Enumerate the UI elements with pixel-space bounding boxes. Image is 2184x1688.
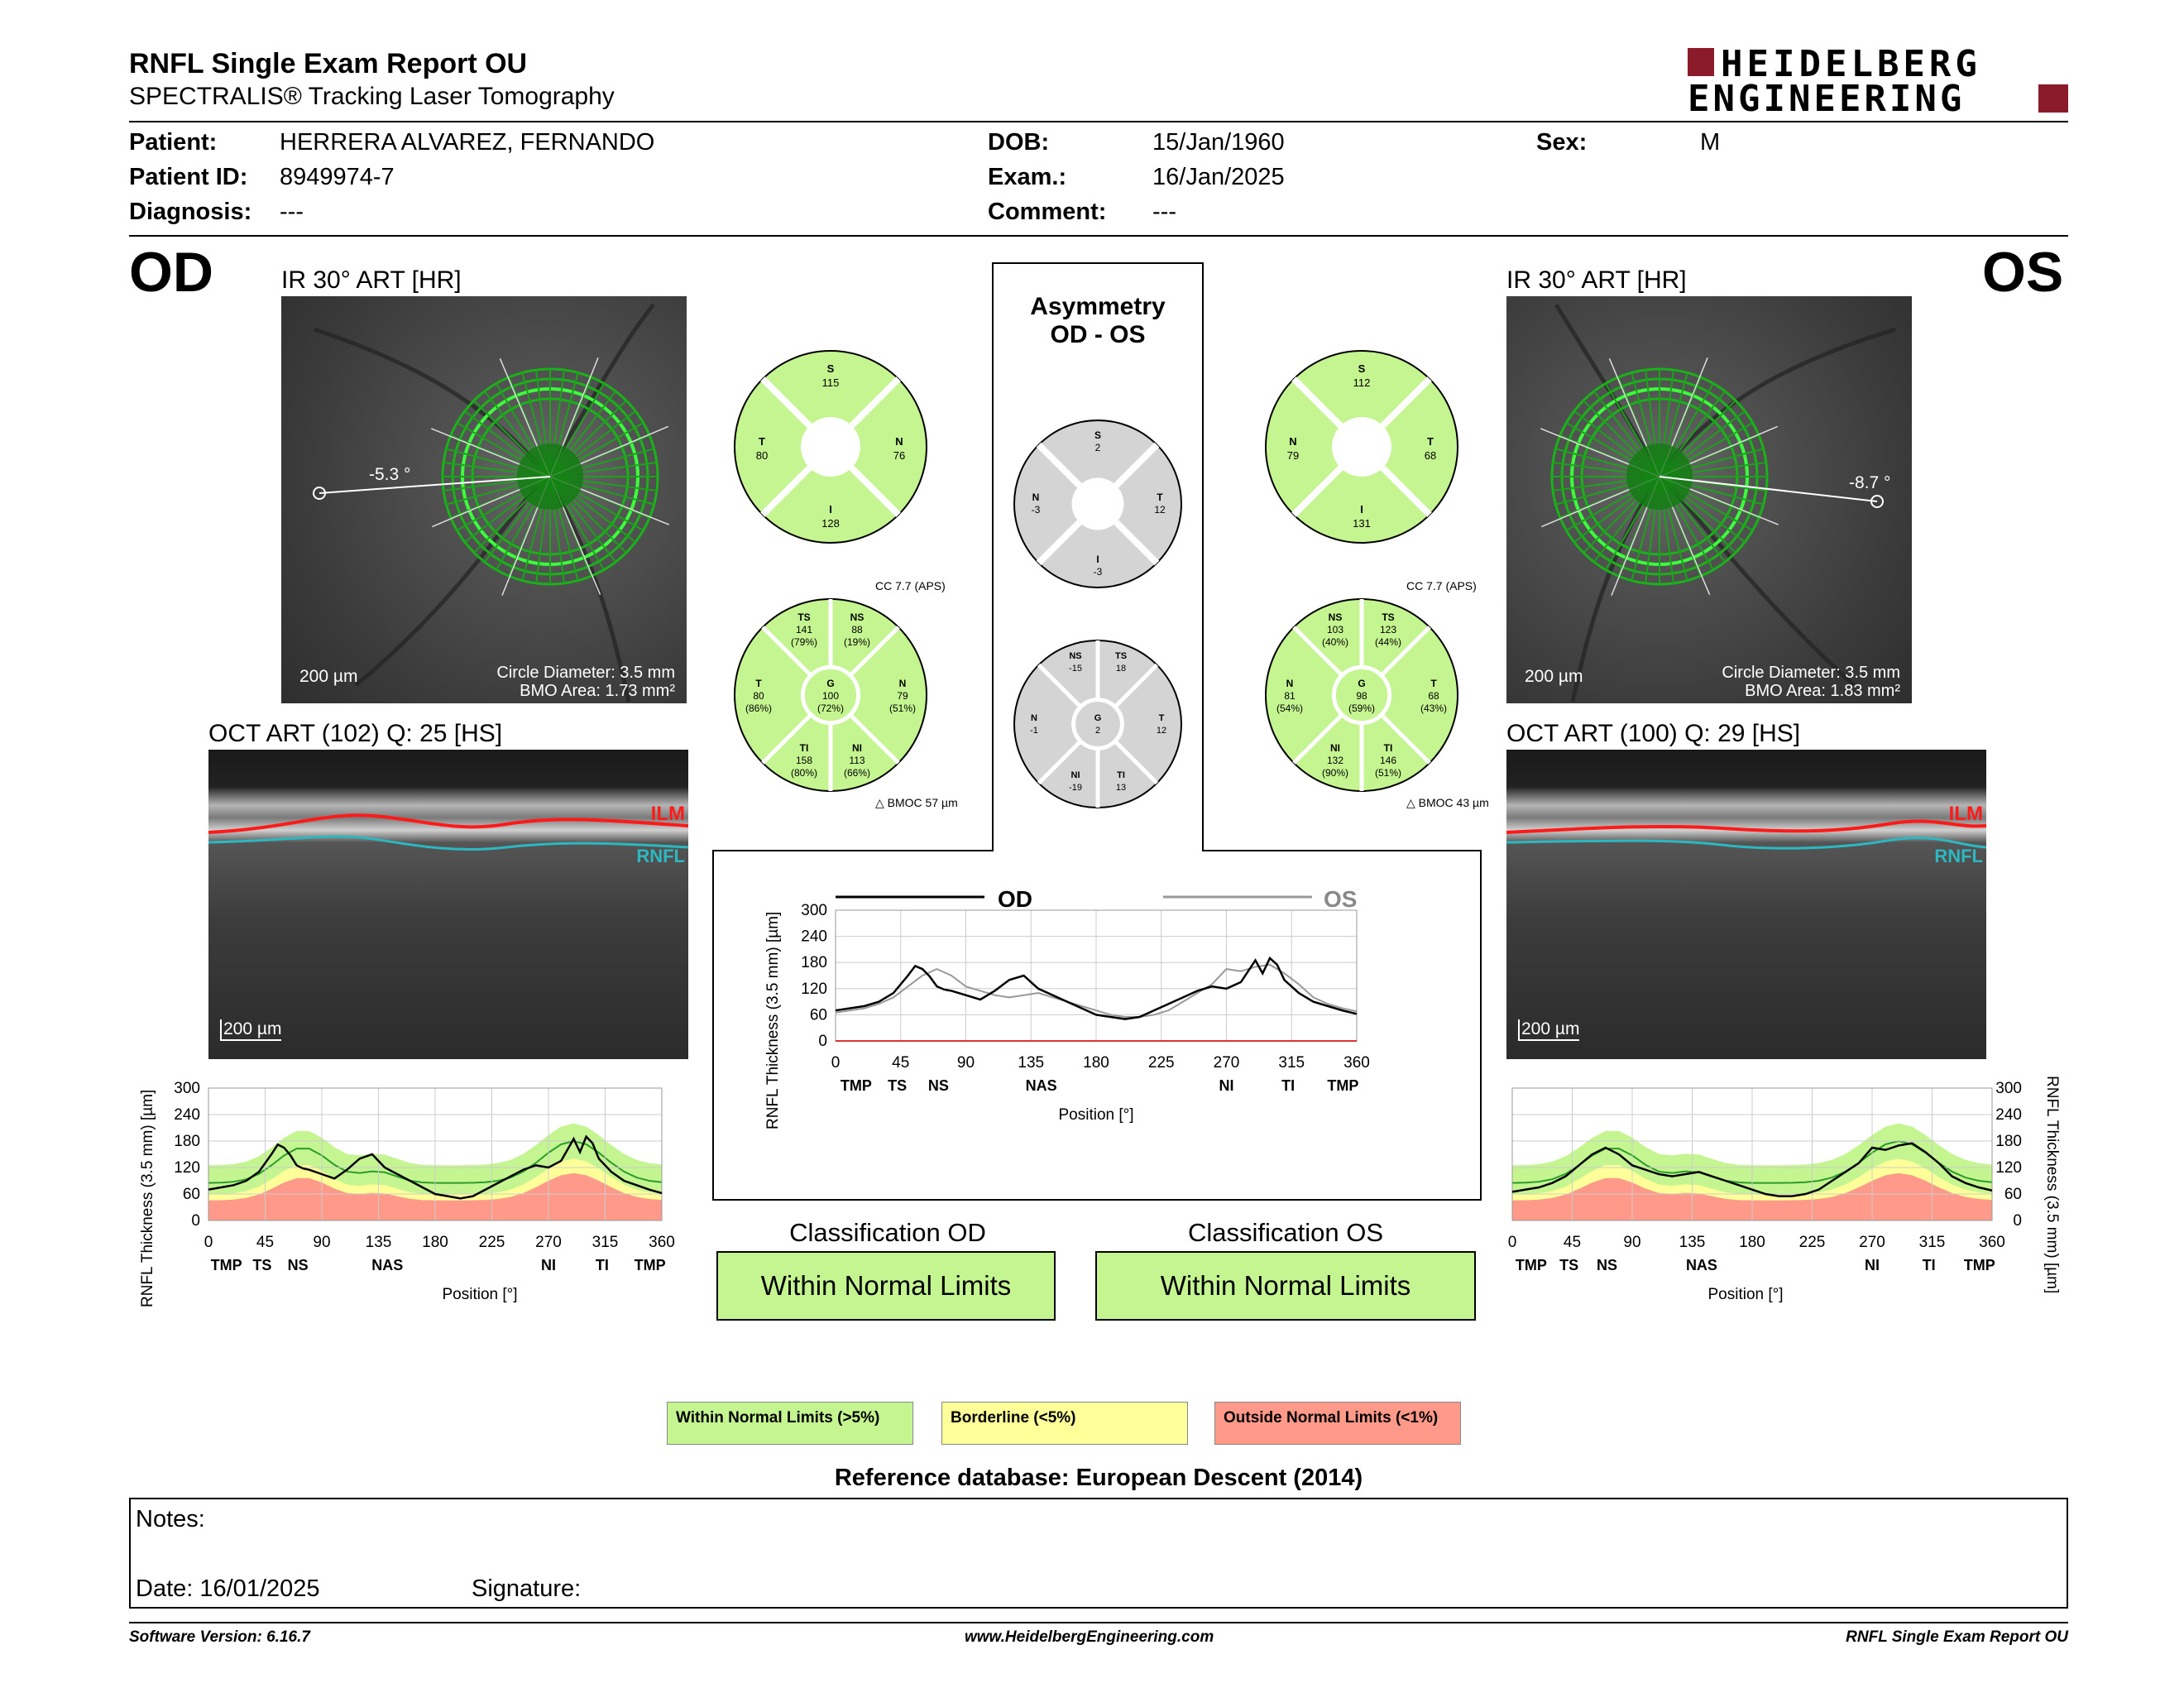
x-tick-label: 315: [1918, 1234, 1946, 1251]
x-tick-label: 270: [535, 1234, 562, 1251]
os-ns: 103: [1326, 624, 1344, 635]
dob: 15/Jan/1960: [1152, 129, 1285, 156]
x-tick-label: 315: [1278, 1054, 1305, 1072]
os-n: 81: [1284, 690, 1296, 702]
notes-date: Date: 16/01/2025: [136, 1575, 320, 1602]
od-sector-chart: [731, 596, 930, 794]
od-rnfl-label: RNFL: [636, 846, 685, 866]
os-ni-pct: (90%): [1321, 767, 1349, 779]
reference-database: Reference database: European Descent (2014): [834, 1465, 1363, 1491]
x-tick-label: 225: [478, 1234, 505, 1251]
x-tick-label: 360: [1343, 1054, 1370, 1072]
asym-quad-t: 12: [1154, 504, 1166, 516]
asym-n: -1: [1030, 726, 1038, 736]
os-ts: 123: [1379, 624, 1397, 635]
os-sector-chart: [1262, 596, 1461, 794]
y-tick-label: 60: [809, 1006, 827, 1024]
od-quad-t: 80: [755, 449, 769, 462]
os-bmo-area: BMO Area: 1.83 mm²: [1745, 682, 1900, 700]
od-ni: 113: [849, 755, 865, 766]
y-tick-label: 240: [801, 928, 827, 946]
os-ni: 132: [1326, 755, 1344, 766]
diagnosis-label: Diagnosis:: [129, 199, 252, 225]
asym-n-label: N: [1031, 713, 1037, 723]
od-eye-label: OD: [129, 241, 213, 304]
software-version: Software Version: 6.16.7: [129, 1628, 310, 1646]
sector-tick-label: NI: [1219, 1077, 1234, 1094]
asym-ni-label: NI: [1070, 770, 1080, 780]
od-bmoc: △ BMOC 57 µm: [875, 796, 958, 809]
x-tick-label: 45: [892, 1054, 910, 1072]
asym-quad-n: -3: [1031, 504, 1041, 516]
os-oct-title: OCT ART (100) Q: 29 [HS]: [1506, 720, 1801, 747]
asym-ns-label: NS: [1069, 651, 1082, 661]
asym-sector-chart: [1011, 637, 1185, 811]
od-g-pct: (72%): [817, 703, 845, 714]
os-ti-label: TI: [1383, 742, 1393, 754]
asym-thickness-chart: [745, 877, 1473, 1142]
od-ylabel: RNFL Thickness (3.5 mm) [µm]: [139, 1089, 156, 1307]
os-ti-pct: (51%): [1374, 767, 1402, 779]
x-tick-label: 0: [204, 1234, 213, 1251]
od-ts-pct: (79%): [790, 636, 818, 648]
y-tick-label: 300: [174, 1080, 200, 1097]
asym-g-label: G: [1094, 713, 1102, 723]
od-quad-s-label: S: [826, 362, 835, 375]
os-quad-s: 112: [1353, 376, 1371, 389]
os-ylabel: RNFL Thickness (3.5 mm) [µm]: [2043, 1076, 2061, 1294]
od-ts: 141: [795, 624, 813, 635]
od-g: 100: [821, 690, 840, 702]
report-title: RNFL Single Exam Report OU: [129, 48, 528, 79]
os-rnfl-label: RNFL: [1934, 846, 1983, 866]
asym-ts-label: TS: [1114, 651, 1128, 661]
od-g-label: G: [826, 678, 835, 689]
os-angle: -8.7 °: [1849, 473, 1891, 492]
os-scan-overlay: [1506, 296, 1912, 703]
y-tick-label: 120: [174, 1159, 200, 1177]
od-quad-i: 128: [821, 517, 840, 530]
os-ts-label: TS: [1382, 611, 1395, 623]
asym-xlabel: Position [°]: [1058, 1106, 1134, 1124]
sector-tick-label: TMP: [1963, 1257, 1995, 1273]
classification-os-value: Within Normal Limits: [1095, 1251, 1476, 1321]
od-thickness-chart: [132, 1067, 695, 1316]
asym-quad-s-label: S: [1094, 429, 1102, 441]
x-tick-label: 0: [1507, 1234, 1517, 1251]
asym-quadrant-chart: [1011, 417, 1185, 591]
od-scale: 200 µm: [299, 667, 358, 686]
y-tick-label: 120: [1995, 1159, 2022, 1177]
sector-center: [801, 417, 860, 477]
asym-t: 12: [1156, 726, 1167, 736]
x-tick-label: 90: [956, 1054, 975, 1072]
od-n-label: N: [898, 678, 907, 689]
asym-quad-n-label: N: [1032, 492, 1040, 503]
x-tick-label: 270: [1859, 1234, 1885, 1251]
os-scale: 200 µm: [1525, 667, 1583, 686]
y-tick-label: 240: [1995, 1106, 2022, 1124]
classification-os-title: Classification OS: [1187, 1218, 1384, 1247]
y-tick-label: 60: [182, 1186, 200, 1203]
sector-tick-label: TS: [888, 1077, 908, 1094]
asym-g: 2: [1094, 726, 1101, 736]
od-ni-label: NI: [852, 742, 862, 754]
x-tick-label: 225: [1147, 1054, 1175, 1072]
asym-ni: -19: [1069, 783, 1082, 793]
od-ir-title: IR 30° ART [HR]: [281, 266, 462, 294]
asym-ti: 13: [1115, 783, 1127, 793]
od-ti-label: TI: [799, 742, 809, 754]
os-g-pct: (59%): [1348, 703, 1376, 714]
od-fundus-image: [281, 296, 687, 703]
y-tick-label: 300: [1995, 1080, 2022, 1097]
website-link[interactable]: www.HeidelbergEngineering.com: [965, 1628, 1214, 1646]
asym-t-label: T: [1158, 713, 1165, 723]
od-n: 79: [897, 690, 908, 702]
x-tick-label: 135: [365, 1234, 392, 1251]
asym-quad-i: -3: [1093, 566, 1103, 578]
od-ilm-label: ILM: [650, 803, 685, 825]
patient-id-label: Patient ID:: [129, 164, 248, 190]
asym-ns: -15: [1069, 664, 1082, 674]
sector-tick-label: NAS: [1025, 1077, 1057, 1094]
sector-center: [1074, 700, 1123, 749]
os-ts-pct: (44%): [1374, 636, 1402, 648]
os-t-pct: (43%): [1420, 703, 1448, 714]
legend-within-normal: Within Normal Limits (>5%): [667, 1402, 913, 1445]
x-tick-label: 360: [649, 1234, 675, 1251]
os-bmoc-value: BMOC 43 µm: [1418, 796, 1489, 809]
x-tick-label: 90: [1623, 1234, 1641, 1251]
dob-label: DOB:: [988, 129, 1050, 156]
os-quad-n: 79: [1286, 449, 1300, 462]
os-quad-i-label: I: [1360, 503, 1363, 516]
os-bmoc: △ BMOC 43 µm: [1406, 796, 1489, 809]
od-scan-overlay: [281, 296, 687, 703]
od-oct-scale: 200 µm: [220, 1019, 281, 1041]
sector-tick-label: TS: [252, 1257, 272, 1273]
os-ilm-label: ILM: [1948, 803, 1983, 825]
os-ns-label: NS: [1328, 611, 1343, 623]
os-t: 68: [1428, 690, 1439, 702]
os-n-pct: (54%): [1276, 703, 1304, 714]
od-quadrant-chart: [731, 348, 930, 546]
patient-label: Patient:: [129, 129, 218, 156]
od-quad-i-label: I: [829, 503, 832, 516]
sector-tick-label: NI: [1865, 1257, 1880, 1273]
asym-ylabel: RNFL Thickness (3.5 mm) [µm]: [764, 911, 782, 1129]
y-tick-label: 180: [174, 1133, 200, 1150]
od-oct-title: OCT ART (102) Q: 25 [HS]: [208, 720, 503, 747]
asym-ti-label: TI: [1117, 770, 1125, 780]
legend-os: OS: [1324, 886, 1358, 912]
classification-od-title: Classification OD: [789, 1218, 986, 1247]
sector-tick-label: TS: [1559, 1257, 1579, 1273]
x-tick-label: 180: [1739, 1234, 1765, 1251]
asym-quad-s: 2: [1094, 442, 1101, 453]
os-quad-t: 68: [1424, 449, 1437, 462]
y-tick-label: 60: [2004, 1186, 2022, 1203]
x-tick-label: 315: [592, 1234, 619, 1251]
od-ti: 158: [795, 755, 813, 766]
sex-label: Sex:: [1536, 129, 1588, 156]
classification-od-value: Within Normal Limits: [716, 1251, 1056, 1321]
legend-outside-normal: Outside Normal Limits (<1%): [1214, 1402, 1461, 1445]
sector-tick-label: NAS: [1685, 1257, 1717, 1273]
exam-date: 16/Jan/2025: [1152, 164, 1285, 190]
os-n-label: N: [1286, 678, 1294, 689]
od-oct-bscan: [208, 750, 688, 1059]
od-t: 80: [753, 690, 764, 702]
os-g-label: G: [1358, 678, 1366, 689]
od-ns-pct: (19%): [843, 636, 871, 648]
x-tick-label: 90: [313, 1234, 331, 1251]
os-circle-diameter: Circle Diameter: 3.5 mm: [1722, 664, 1900, 682]
os-g: 98: [1356, 690, 1367, 702]
sector-tick-label: TMP: [634, 1257, 666, 1273]
od-angle: -5.3 °: [369, 465, 411, 484]
x-tick-label: 180: [1083, 1054, 1109, 1072]
os-oct-bscan: [1506, 750, 1986, 1059]
sector-tick-label: TMP: [1327, 1077, 1359, 1094]
os-quad-i: 131: [1353, 517, 1371, 530]
comment: ---: [1152, 199, 1176, 225]
y-tick-label: 300: [801, 902, 827, 919]
x-tick-label: 135: [1018, 1054, 1045, 1072]
od-bmo-area: BMO Area: 1.73 mm²: [520, 682, 675, 700]
os-eye-label: OS: [1982, 241, 2064, 304]
sector-tick-label: NAS: [371, 1257, 404, 1273]
od-ni-pct: (66%): [843, 767, 871, 779]
od-quad-s: 115: [821, 376, 840, 389]
legend-od: OD: [998, 886, 1032, 912]
x-tick-label: 225: [1798, 1234, 1826, 1251]
asym-ts: 18: [1115, 664, 1127, 674]
x-tick-label: 270: [1213, 1054, 1240, 1072]
od-t-label: T: [755, 678, 762, 689]
sector-tick-label: TI: [595, 1257, 609, 1273]
y-tick-label: 0: [2013, 1212, 2022, 1230]
os-xlabel: Position [°]: [1707, 1286, 1784, 1303]
diagnosis: ---: [280, 199, 304, 225]
asym-quad-i-label: I: [1096, 554, 1099, 565]
od-ts-label: TS: [797, 611, 811, 623]
od-bmoc-value: BMOC 57 µm: [887, 796, 958, 809]
x-tick-label: 360: [1979, 1234, 2005, 1251]
os-ni-label: NI: [1330, 742, 1340, 754]
legend-borderline: Borderline (<5%): [941, 1402, 1188, 1445]
sector-tick-label: TMP: [1515, 1257, 1547, 1273]
comment-label: Comment:: [988, 199, 1107, 225]
notes-label: Notes:: [136, 1506, 205, 1532]
asymmetry-title: Asymmetry: [1030, 293, 1166, 320]
y-tick-label: 180: [1995, 1133, 2022, 1150]
notes-signature: Signature:: [472, 1575, 582, 1602]
os-quad-t-label: T: [1427, 435, 1434, 448]
od-ti-pct: (80%): [790, 767, 818, 779]
sex: M: [1700, 129, 1721, 156]
sector-tick-label: NI: [541, 1257, 556, 1273]
x-tick-label: 135: [1679, 1234, 1706, 1251]
os-ns-pct: (40%): [1321, 636, 1349, 648]
od-ns: 88: [851, 624, 863, 635]
sector-center: [1332, 417, 1391, 477]
sector-tick-label: TI: [1281, 1077, 1296, 1094]
patient-id: 8949974-7: [280, 164, 395, 190]
x-tick-label: 45: [1563, 1234, 1582, 1251]
exam-label: Exam.:: [988, 164, 1067, 190]
os-quadrant-chart: [1262, 348, 1461, 546]
y-tick-label: 240: [174, 1106, 200, 1124]
sector-tick-label: TI: [1922, 1257, 1936, 1273]
sector-tick-label: NS: [1596, 1257, 1617, 1273]
od-quad-n: 76: [893, 449, 906, 462]
asym-quad-t-label: T: [1157, 492, 1163, 503]
sector-tick-label: TMP: [210, 1257, 242, 1273]
sector-tick-label: NS: [287, 1257, 309, 1273]
heidelberg-logo: HEIDELBERG ENGINEERING: [1688, 46, 2068, 116]
od-t-pct: (86%): [745, 703, 773, 714]
od-cc: CC 7.7 (APS): [875, 579, 946, 592]
y-tick-label: 0: [818, 1033, 827, 1050]
x-tick-label: 180: [422, 1234, 448, 1251]
od-ns-label: NS: [850, 611, 864, 623]
od-quad-t-label: T: [759, 435, 765, 448]
os-t-label: T: [1430, 678, 1437, 689]
os-quad-n-label: N: [1289, 435, 1297, 448]
od-xlabel: Position [°]: [442, 1286, 518, 1303]
os-cc: CC 7.7 (APS): [1406, 579, 1477, 592]
report-subtitle: SPECTRALIS® Tracking Laser Tomography: [129, 83, 615, 110]
os-ti: 146: [1379, 755, 1397, 766]
x-tick-label: 45: [256, 1234, 275, 1251]
notes-box: [129, 1498, 2068, 1609]
patient-name: HERRERA ALVAREZ, FERNANDO: [280, 129, 655, 156]
y-tick-label: 120: [801, 980, 827, 998]
y-tick-label: 0: [191, 1212, 200, 1230]
os-oct-scale: 200 µm: [1518, 1019, 1579, 1041]
sector-tick-label: TMP: [840, 1077, 872, 1094]
od-circle-diameter: Circle Diameter: 3.5 mm: [496, 664, 675, 682]
sector-tick-label: NS: [927, 1077, 949, 1094]
x-tick-label: 0: [831, 1054, 841, 1072]
od-quad-n-label: N: [895, 435, 903, 448]
os-fundus-image: [1506, 296, 1912, 703]
os-quad-s-label: S: [1358, 362, 1366, 375]
y-tick-label: 180: [801, 954, 827, 972]
os-ir-title: IR 30° ART [HR]: [1506, 266, 1687, 294]
od-n-pct: (51%): [888, 703, 917, 714]
os-thickness-chart: [1497, 1067, 2076, 1316]
asymmetry-subtitle: OD - OS: [1050, 321, 1146, 348]
footer-report-name: RNFL Single Exam Report OU: [1846, 1628, 2068, 1646]
sector-center: [1072, 478, 1124, 530]
